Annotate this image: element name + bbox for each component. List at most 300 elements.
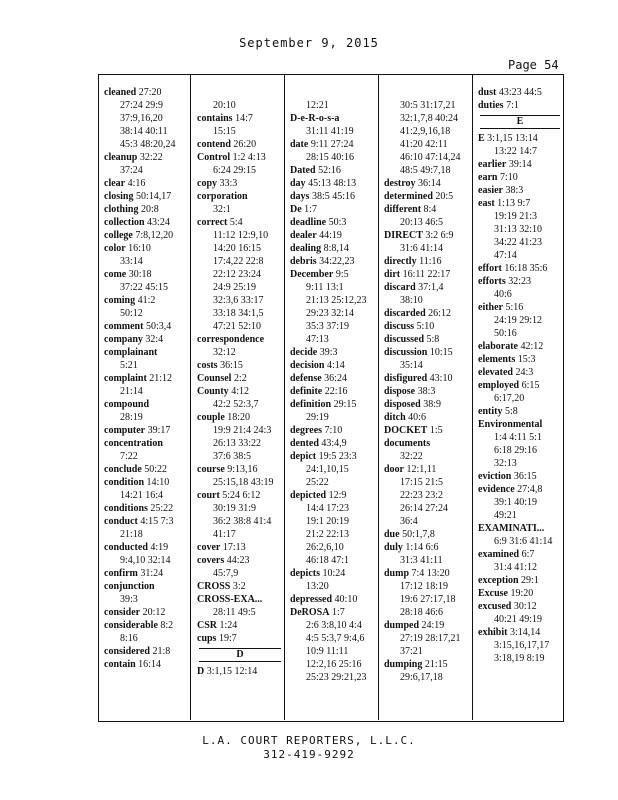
- index-entry: complaint 21:12: [104, 373, 173, 384]
- index-word: DIRECT: [384, 230, 423, 241]
- index-entry-continuation: 28:15 40:16: [306, 152, 355, 163]
- index-entry: considerable 8:2: [104, 620, 174, 631]
- index-word: corporation: [197, 191, 248, 202]
- index-entry-continuation: 34:22 41:23: [494, 237, 543, 248]
- index-entry-continuation: 37:21: [400, 646, 423, 657]
- index-word: E: [478, 133, 485, 144]
- index-entry-continuation: 41:20 42:11: [400, 139, 448, 150]
- index-entry: [290, 86, 376, 99]
- index-entry: discuss 5:10: [384, 321, 435, 332]
- index-word: cleaned: [104, 87, 137, 98]
- index-entry: company 32:4: [104, 334, 164, 345]
- index-entry: dumped 24:19: [384, 620, 445, 631]
- index-entry: disfigured 43:10: [384, 373, 453, 384]
- index-word: dump: [384, 568, 410, 579]
- index-entry: color 16:10: [104, 243, 151, 254]
- index-entry: effort 16:18 35:6: [478, 263, 548, 274]
- index-entry-continuation: 14:20 16:15: [213, 243, 262, 254]
- index-word: December: [290, 269, 334, 280]
- index-entry: [197, 593, 283, 606]
- index-entry: Dated 52:16: [290, 165, 341, 176]
- index-entry-continuation: 32:12: [213, 347, 236, 358]
- index-word: discarded: [384, 308, 426, 319]
- index-entry: DeROSA 1:7: [290, 607, 345, 618]
- index-word: earlier: [478, 159, 507, 170]
- index-word: debris: [290, 256, 317, 267]
- index-entry: efforts 32:23: [478, 276, 532, 287]
- index-word: determined: [384, 191, 433, 202]
- index-word: concentration: [104, 438, 163, 449]
- index-word: degrees: [290, 425, 323, 436]
- index-entry-continuation: 9:11 13:1: [306, 282, 344, 293]
- index-word: Dated: [290, 165, 316, 176]
- index-entry-continuation: 45:7,9: [213, 568, 239, 579]
- index-word: CROSS: [197, 581, 231, 592]
- index-column-2: [197, 86, 283, 678]
- index-entry: dust 43:23 44:5: [478, 87, 542, 98]
- index-word: couple: [197, 412, 225, 423]
- index-word: door: [384, 464, 404, 475]
- index-entry-continuation: 31:13 32:10: [494, 224, 543, 235]
- index-word: defense: [290, 373, 322, 384]
- index-word: correct: [197, 217, 228, 228]
- column-divider: [284, 74, 285, 720]
- index-word: CSR: [197, 620, 218, 631]
- index-word: effort: [478, 263, 502, 274]
- index-entry: [478, 418, 562, 431]
- index-entry: deadline 50:3: [290, 217, 347, 228]
- index-entry: dealing 8:8,14: [290, 243, 349, 254]
- index-entry: contend 26:20: [197, 139, 257, 150]
- index-entry: destroy 36:14: [384, 178, 441, 189]
- index-entry-continuation: 5:21: [120, 360, 138, 371]
- index-entry: condition 14:10: [104, 477, 170, 488]
- index-entry: County 4:12: [197, 386, 249, 397]
- index-entry-continuation: 31:4 41:12: [494, 562, 538, 573]
- index-word: conjunction: [104, 581, 155, 592]
- index-entry: elements 15:3: [478, 354, 536, 365]
- index-word: destroy: [384, 178, 416, 189]
- index-entry: earlier 39:14: [478, 159, 532, 170]
- index-entry-continuation: 4:5 5:3,7 9:4,6: [306, 633, 365, 644]
- index-word: confirm: [104, 568, 138, 579]
- index-entry-continuation: 46:18 47:1: [306, 555, 350, 566]
- section-letter: E: [480, 115, 560, 129]
- index-word: due: [384, 529, 400, 540]
- index-entry: Counsel 2:2: [197, 373, 247, 384]
- index-word: dumped: [384, 620, 420, 631]
- index-entry-continuation: 19:6 27:17,18: [400, 594, 456, 605]
- index-entry-continuation: 25:22: [306, 477, 329, 488]
- index-entry-continuation: 29:6,17,18: [400, 672, 443, 683]
- index-entry-continuation: 24:19 29:12: [494, 315, 543, 326]
- index-entry: couple 18:20: [197, 412, 251, 423]
- index-entry: Control 1:2 4:13: [197, 152, 266, 163]
- index-entry: cleanup 32:22: [104, 152, 163, 163]
- index-entry-continuation: 33:14: [120, 256, 143, 267]
- index-entry: degrees 7:10: [290, 425, 343, 436]
- index-entry: eviction 36:15: [478, 471, 537, 482]
- index-entry-continuation: 10:9 11:11: [306, 646, 349, 657]
- index-word: contain: [104, 659, 136, 670]
- index-entry: day 45:13 48:13: [290, 178, 357, 189]
- index-word: costs: [197, 360, 218, 371]
- index-entry: considered 21:8: [104, 646, 171, 657]
- index-word: duties: [478, 100, 504, 111]
- index-entry-continuation: 47:13: [306, 334, 329, 345]
- index-entry-continuation: 31:3 41:11: [400, 555, 443, 566]
- index-word: Control: [197, 152, 231, 163]
- index-entry: copy 33:3: [197, 178, 238, 189]
- index-word: directly: [384, 256, 417, 267]
- index-word: day: [290, 178, 306, 189]
- index-entry: DOCKET 1:5: [384, 425, 443, 436]
- index-entry-continuation: 26:2,6,10: [306, 542, 344, 553]
- index-word: De: [290, 204, 302, 215]
- index-word: disfigured: [384, 373, 428, 384]
- column-divider: [190, 74, 191, 720]
- index-entry: easier 38:3: [478, 185, 524, 196]
- index-entry: earn 7:10: [478, 172, 518, 183]
- index-entry: door 12:1,11: [384, 464, 437, 475]
- index-entry: [104, 398, 184, 411]
- index-word: D: [197, 666, 205, 677]
- index-entry: coming 41:2: [104, 295, 156, 306]
- index-entry-continuation: 22:23 23:2: [400, 490, 444, 501]
- index-entry: dealer 44:19: [290, 230, 342, 241]
- index-word: dented: [290, 438, 319, 449]
- index-word: covers: [197, 555, 225, 566]
- index-entry: dispose 38:3: [384, 386, 436, 397]
- index-entry-continuation: 1:4 4:11 5:1: [494, 432, 542, 443]
- index-entry: disposed 38:9: [384, 399, 441, 410]
- index-word: dealing: [290, 243, 322, 254]
- index-entry: east 1:13 9:7: [478, 198, 531, 209]
- index-word: eviction: [478, 471, 512, 482]
- index-entry-continuation: 38:14 40:11: [120, 126, 168, 137]
- index-entry-continuation: 37:22 45:15: [120, 282, 169, 293]
- index-word: dumping: [384, 659, 423, 670]
- index-word: conducted: [104, 542, 148, 553]
- index-entry-continuation: 48:5 49:7,18: [400, 165, 451, 176]
- index-entry: determined 20:5: [384, 191, 454, 202]
- index-entry-continuation: 17:15 21:5: [400, 477, 444, 488]
- index-word: easier: [478, 185, 503, 196]
- index-entry: evidence 27:4,8: [478, 484, 543, 495]
- index-entry: E 3:1,15 13:14: [478, 133, 538, 144]
- index-entry: December 9:5: [290, 269, 349, 280]
- index-word: elevated: [478, 367, 513, 378]
- index-word: depicted: [290, 490, 327, 501]
- index-entry: due 50:1,7,8: [384, 529, 435, 540]
- index-word: cover: [197, 542, 221, 553]
- index-word: cleanup: [104, 152, 138, 163]
- index-column-1: [104, 86, 184, 671]
- index-word: evidence: [478, 484, 515, 495]
- index-entry: defense 36:24: [290, 373, 347, 384]
- index-word: discuss: [384, 321, 415, 332]
- index-entry: decision 4:14: [290, 360, 345, 371]
- index-entry-continuation: 25:15,18 43:19: [213, 477, 274, 488]
- index-entry: conduct 4:15 7:3: [104, 516, 174, 527]
- index-word: EXAMINATI...: [478, 523, 545, 534]
- index-word: definition: [290, 399, 332, 410]
- index-word: conduct: [104, 516, 138, 527]
- index-word: Environmental: [478, 419, 543, 430]
- index-word: D-e-R-o-s-a: [290, 113, 340, 124]
- index-column-5: [478, 86, 562, 665]
- index-word: documents: [384, 438, 431, 449]
- index-entry-continuation: 32:3,6 33:17: [213, 295, 264, 306]
- index-word: depicts: [290, 568, 320, 579]
- index-word: considerable: [104, 620, 158, 631]
- index-entry-continuation: 15:15: [213, 126, 236, 137]
- index-word: Counsel: [197, 373, 232, 384]
- index-entry: [197, 86, 283, 99]
- index-entry: excused 30:12: [478, 601, 537, 612]
- index-entry: either 5:16: [478, 302, 524, 313]
- index-entry: contain 16:14: [104, 659, 161, 670]
- index-entry-continuation: 49:21: [494, 510, 517, 521]
- index-word: date: [290, 139, 309, 150]
- index-entry-continuation: 36:2 38:8 41:4: [213, 516, 272, 527]
- index-entry-continuation: 37:6 38:5: [213, 451, 252, 462]
- index-entry-continuation: 12:2,16 25:16: [306, 659, 362, 670]
- index-entry-continuation: 40:21 49:19: [494, 614, 543, 625]
- index-word: earn: [478, 172, 498, 183]
- index-entry: conditions 25:22: [104, 503, 174, 514]
- index-entry: definite 22:16: [290, 386, 348, 397]
- index-entry-continuation: 35:14: [400, 360, 423, 371]
- index-entry: [197, 190, 283, 203]
- index-word: conclude: [104, 464, 142, 475]
- index-word: dealer: [290, 230, 317, 241]
- index-word: complainant: [104, 347, 158, 358]
- index-word: dust: [478, 87, 497, 98]
- index-entry-continuation: 32:1,7,8 40:24: [400, 113, 459, 124]
- index-entry: contains 14:7: [197, 113, 253, 124]
- index-entry-continuation: 47:21 52:10: [213, 321, 262, 332]
- index-entry: cleaned 27:20: [104, 87, 162, 98]
- index-entry-continuation: 3:18,19 8:19: [494, 653, 545, 664]
- index-entry: days 38:5 45:16: [290, 191, 356, 202]
- index-word: contend: [197, 139, 231, 150]
- index-word: discussed: [384, 334, 425, 345]
- index-entry: date 9:11 27:24: [290, 139, 354, 150]
- index-entry-continuation: 24:1,10,15: [306, 464, 349, 475]
- index-entry-continuation: 26:14 27:24: [400, 503, 449, 514]
- index-word: discussion: [384, 347, 428, 358]
- index-word: contains: [197, 113, 233, 124]
- index-entry: ditch 40:6: [384, 412, 426, 423]
- index-entry-continuation: 6:9 31:6 41:14: [494, 536, 553, 547]
- index-entry-continuation: 38:10: [400, 295, 423, 306]
- index-entry-continuation: 27:24 29:9: [120, 100, 164, 111]
- index-word: closing: [104, 191, 134, 202]
- index-entry: De 1:7: [290, 204, 317, 215]
- index-entry: depict 19:5 23:3: [290, 451, 357, 462]
- index-entry: [478, 522, 562, 535]
- index-word: CROSS-EXA...: [197, 594, 263, 605]
- index-word: either: [478, 302, 503, 313]
- index-entry-continuation: 21:13 25:12,23: [306, 295, 367, 306]
- index-entry-continuation: 50:12: [120, 308, 143, 319]
- index-word: copy: [197, 178, 217, 189]
- index-entry-continuation: 33:18 34:1,5: [213, 308, 264, 319]
- index-entry-continuation: 13:20: [306, 581, 329, 592]
- header-date: September 9, 2015: [239, 36, 379, 50]
- index-entry: elaborate 42:12: [478, 341, 544, 352]
- index-entry: dirt 16:11 22:17: [384, 269, 451, 280]
- index-entry: directly 11:16: [384, 256, 442, 267]
- index-entry-continuation: 21:2 22:13: [306, 529, 350, 540]
- index-entry-continuation: 6:18 29:16: [494, 445, 538, 456]
- index-entry-continuation: 21:18: [120, 529, 143, 540]
- index-word: comment: [104, 321, 144, 332]
- index-entry: dump 7:4 13:20: [384, 568, 450, 579]
- index-entry: elevated 24:3: [478, 367, 534, 378]
- index-word: disposed: [384, 399, 421, 410]
- index-word: discard: [384, 282, 416, 293]
- index-entry-continuation: 29:19: [306, 412, 329, 423]
- index-entry: dumping 21:15: [384, 659, 448, 670]
- index-entry: CROSS 3:2: [197, 581, 246, 592]
- index-entry-continuation: 32:22: [400, 451, 423, 462]
- index-entry-continuation: 12:21: [306, 100, 329, 111]
- index-entry: course 9:13,16: [197, 464, 258, 475]
- index-entry-continuation: 25:23 29:21,23: [306, 672, 367, 683]
- index-entry-continuation: 46:10 47:14,24: [400, 152, 461, 163]
- index-entry-continuation: 11:12 12:9,10: [213, 230, 269, 241]
- index-word: company: [104, 334, 143, 345]
- index-entry: costs 36:15: [197, 360, 243, 371]
- index-entry-continuation: 28:11 49:5: [213, 607, 256, 618]
- index-entry: closing 50:14,17: [104, 191, 172, 202]
- index-entry: discarded 26:12: [384, 308, 451, 319]
- index-entry: cover 17:13: [197, 542, 246, 553]
- index-word: efforts: [478, 276, 506, 287]
- index-word: elements: [478, 354, 516, 365]
- index-entry-continuation: 21:14: [120, 386, 143, 397]
- index-entry: discard 37:1,4: [384, 282, 444, 293]
- index-column-4: [384, 86, 474, 684]
- index-entry: employed 6:15: [478, 380, 540, 391]
- index-entry-continuation: 22:12 23:24: [213, 269, 262, 280]
- index-word: duly: [384, 542, 403, 553]
- index-entry: DIRECT 3:2 6:9: [384, 230, 454, 241]
- index-entry: entity 5:8: [478, 406, 518, 417]
- index-entry: come 30:18: [104, 269, 152, 280]
- index-word: correspondence: [197, 334, 265, 345]
- index-word: exception: [478, 575, 519, 586]
- index-entry-continuation: 50:16: [494, 328, 517, 339]
- index-entry: D 3:1,15 12:14: [197, 666, 258, 677]
- index-word: considered: [104, 646, 150, 657]
- index-entry-continuation: 7:22: [120, 451, 138, 462]
- index-entry-continuation: 37:9,16,20: [120, 113, 163, 124]
- index-entry: [104, 580, 184, 593]
- index-entry-continuation: 19:9 21:4 24:3: [213, 425, 272, 436]
- index-entry-continuation: 19:1 20:19: [306, 516, 350, 527]
- index-entry: Excuse 19:20: [478, 588, 534, 599]
- index-word: depressed: [290, 594, 333, 605]
- index-word: deadline: [290, 217, 327, 228]
- index-entry-continuation: 41:17: [213, 529, 236, 540]
- index-entry-continuation: 37:24: [120, 165, 143, 176]
- index-entry-continuation: 45:3 48:20,24: [120, 139, 176, 150]
- index-word: coming: [104, 295, 136, 306]
- column-divider: [378, 74, 379, 720]
- index-entry-continuation: 28:18 46:6: [400, 607, 444, 618]
- index-entry-continuation: 31:11 41:19: [306, 126, 354, 137]
- index-entry: depressed 40:10: [290, 594, 358, 605]
- index-entry: depicts 10:24: [290, 568, 346, 579]
- index-word: condition: [104, 477, 145, 488]
- index-word: college: [104, 230, 133, 241]
- index-word: exhibit: [478, 627, 508, 638]
- index-word: depict: [290, 451, 317, 462]
- index-word: course: [197, 464, 225, 475]
- index-word: decide: [290, 347, 318, 358]
- index-entry: [197, 333, 283, 346]
- index-word: computer: [104, 425, 146, 436]
- index-word: DeROSA: [290, 607, 330, 618]
- index-entry-continuation: 8:16: [120, 633, 138, 644]
- index-entry-continuation: 35:3 37:19: [306, 321, 350, 332]
- index-word: compound: [104, 399, 150, 410]
- index-word: Excuse: [478, 588, 508, 599]
- index-word: County: [197, 386, 229, 397]
- index-entry: collection 43:24: [104, 217, 170, 228]
- index-entry: [104, 346, 184, 359]
- index-entry-continuation: 36:4: [400, 516, 418, 527]
- index-entry: cups 19:7: [197, 633, 237, 644]
- index-entry-continuation: 17:4,22 22:8: [213, 256, 264, 267]
- index-entry-continuation: 47:14: [494, 250, 517, 261]
- index-entry: duly 1:14 6:6: [384, 542, 439, 553]
- index-word: collection: [104, 217, 145, 228]
- index-word: days: [290, 191, 310, 202]
- index-entry: college 7:8,12,20: [104, 230, 174, 241]
- index-word: ditch: [384, 412, 406, 423]
- index-entry-continuation: 20:10: [213, 100, 236, 111]
- index-entry-continuation: 20:13 46:5: [400, 217, 444, 228]
- index-entry-continuation: 2:6 3:8,10 4:4: [306, 620, 362, 631]
- index-entry: [104, 437, 184, 450]
- index-entry-continuation: 41:2,9,16,18: [400, 126, 451, 137]
- index-entry: [384, 437, 474, 450]
- index-entry: examined 6:7: [478, 549, 535, 560]
- index-entry-continuation: 17:12 18:19: [400, 581, 449, 592]
- index-entry-continuation: 39:3: [120, 594, 138, 605]
- index-word: definite: [290, 386, 323, 397]
- index-entry: discussion 10:15: [384, 347, 453, 358]
- index-entry-continuation: 42:2 52:3,7: [213, 399, 259, 410]
- index-entry: clothing 20:8: [104, 204, 159, 215]
- index-word: come: [104, 269, 127, 280]
- footer-reporter: L.A. COURT REPORTERS, L.L.C.: [202, 734, 416, 747]
- index-entry-continuation: 32:13: [494, 458, 517, 469]
- index-word: decision: [290, 360, 325, 371]
- index-word: clear: [104, 178, 126, 189]
- index-entry-continuation: 3:15,16,17,17: [494, 640, 550, 651]
- index-entry: exhibit 3:14,14: [478, 627, 541, 638]
- index-word: dispose: [384, 386, 416, 397]
- index-entry: conclude 50:22: [104, 464, 168, 475]
- index-entry-continuation: 6:17,20: [494, 393, 525, 404]
- index-entry: definition 29:15: [290, 399, 357, 410]
- index-entry: CSR 1:24: [197, 620, 238, 631]
